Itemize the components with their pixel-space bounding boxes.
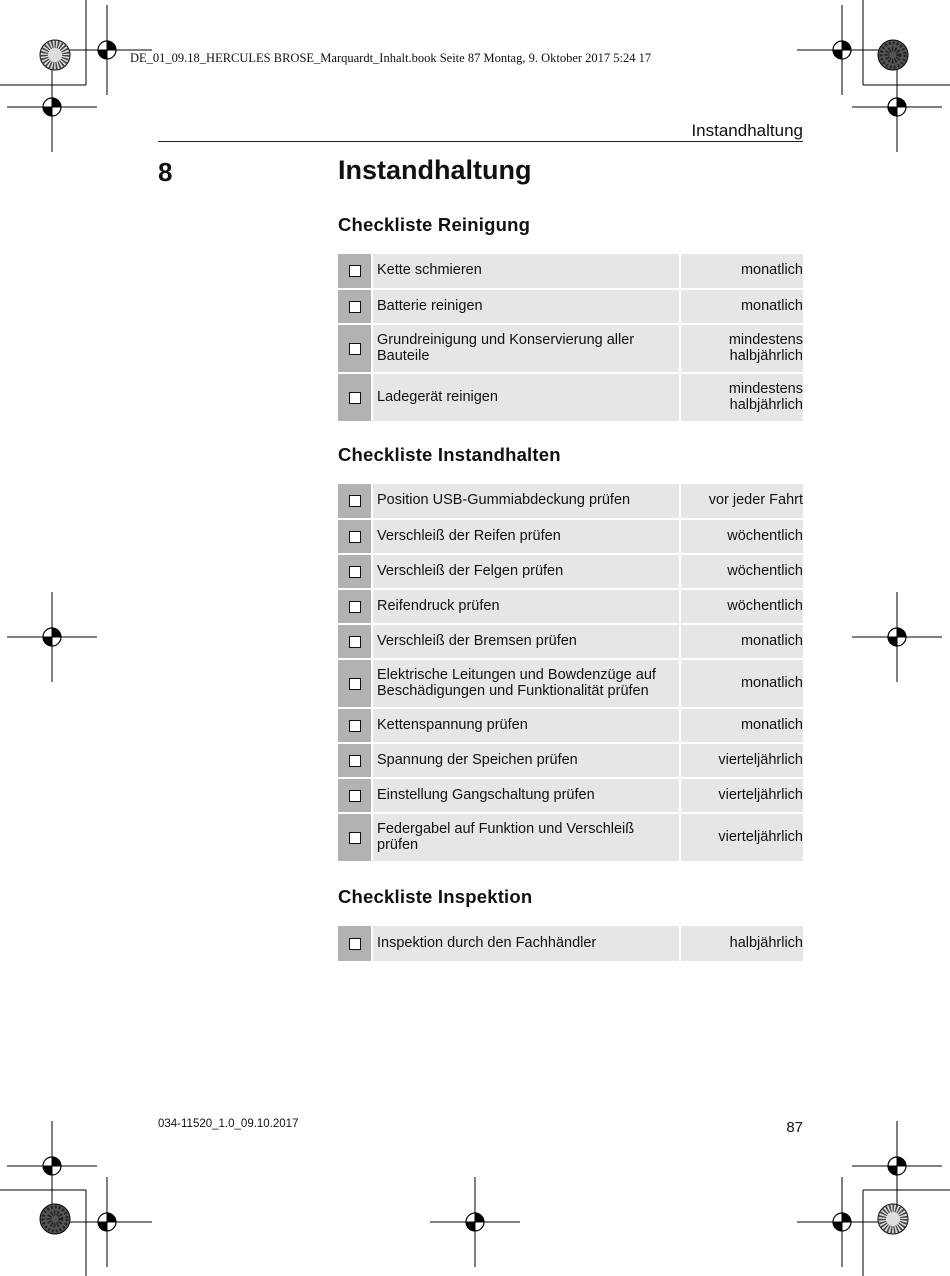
checkbox[interactable]	[349, 566, 361, 578]
frequency-label: vierteljährlich	[681, 779, 803, 812]
checklist-reinigung	[338, 254, 803, 423]
frequency-label: mindestens halbjährlich	[681, 374, 803, 421]
chapter-number: 8	[158, 157, 173, 187]
checkbox[interactable]	[349, 720, 361, 732]
checkbox[interactable]	[349, 636, 361, 648]
frequency-label: wöchentlich	[681, 520, 803, 553]
frequency-label: wöchentlich	[681, 590, 803, 623]
checklist-instandhalten	[338, 484, 803, 863]
checkbox[interactable]	[349, 832, 361, 844]
task-label: Verschleiß der Felgen prüfen	[373, 555, 679, 588]
checklist-row	[338, 290, 803, 323]
chapter-title: Instandhaltung	[338, 155, 532, 185]
checkbox[interactable]	[349, 495, 361, 507]
print-slug-line: DE_01_09.18_HERCULES BROSE_Marquardt_Inhalt.book Seite 87 Montag, 9. Oktober 2017 5:24 17	[130, 51, 652, 65]
checkbox[interactable]	[349, 392, 361, 404]
task-label: Federgabel auf Funktion und Verschleiß prüfen	[373, 814, 679, 861]
checkbox[interactable]	[349, 790, 361, 802]
checklist-row	[338, 709, 803, 742]
checkbox[interactable]	[349, 343, 361, 355]
checklist-row	[338, 660, 803, 707]
task-label: Verschleiß der Reifen prüfen	[373, 520, 679, 553]
frequency-label: monatlich	[681, 254, 803, 288]
task-label: Verschleiß der Bremsen prüfen	[373, 625, 679, 658]
checklist-row	[338, 625, 803, 658]
checklist-row	[338, 325, 803, 372]
section-heading-reinigung: Checkliste Reinigung	[338, 214, 531, 235]
running-header: Instandhaltung	[691, 121, 803, 140]
section-heading-instandhalten: Checkliste Instandhalten	[338, 444, 561, 465]
frequency-label: vierteljährlich	[681, 744, 803, 777]
checklist-row	[338, 744, 803, 777]
task-label: Inspektion durch den Fachhändler	[373, 926, 679, 961]
frequency-label: monatlich	[681, 709, 803, 742]
frequency-label: mindestens halbjährlich	[681, 325, 803, 372]
checkbox[interactable]	[349, 601, 361, 613]
checklist-row	[338, 555, 803, 588]
frequency-label: halbjährlich	[681, 926, 803, 961]
task-label: Batterie reinigen	[373, 290, 679, 323]
checkbox[interactable]	[349, 755, 361, 767]
frequency-label: monatlich	[681, 625, 803, 658]
task-label: Kettenspannung prüfen	[373, 709, 679, 742]
task-label: Einstellung Gangschaltung prüfen	[373, 779, 679, 812]
task-label: Reifendruck prüfen	[373, 590, 679, 623]
checkbox[interactable]	[349, 265, 361, 277]
task-label: Elektrische Leitungen und Bowdenzüge auf Beschädigungen und Funktionalität prüfen	[373, 660, 679, 707]
checkbox[interactable]	[349, 531, 361, 543]
task-label: Kette schmieren	[373, 254, 679, 288]
checklist-row	[338, 484, 803, 518]
checklist-row	[338, 374, 803, 421]
checkbox[interactable]	[349, 678, 361, 690]
checklist-row	[338, 779, 803, 812]
checkbox[interactable]	[349, 938, 361, 950]
page-number: 87	[786, 1119, 803, 1136]
task-label: Spannung der Speichen prüfen	[373, 744, 679, 777]
frequency-label: wöchentlich	[681, 555, 803, 588]
task-label: Ladegerät reinigen	[373, 374, 679, 421]
footer-document-code: 034-11520_1.0_09.10.2017	[158, 1118, 299, 1130]
checklist-row	[338, 520, 803, 553]
task-label: Position USB-Gummiabdeckung prüfen	[373, 484, 679, 518]
frequency-label: vierteljährlich	[681, 814, 803, 861]
task-label: Grundreinigung und Konservierung aller Bauteile	[373, 325, 679, 372]
frequency-label: monatlich	[681, 290, 803, 323]
checkbox[interactable]	[349, 301, 361, 313]
header-rule	[158, 141, 803, 142]
checklist-row	[338, 926, 803, 961]
checklist-row	[338, 254, 803, 288]
checklist-inspektion	[338, 926, 803, 963]
frequency-label: monatlich	[681, 660, 803, 707]
checklist-row	[338, 590, 803, 623]
checklist-row	[338, 814, 803, 861]
section-heading-inspektion: Checkliste Inspektion	[338, 886, 533, 907]
frequency-label: vor jeder Fahrt	[681, 484, 803, 518]
